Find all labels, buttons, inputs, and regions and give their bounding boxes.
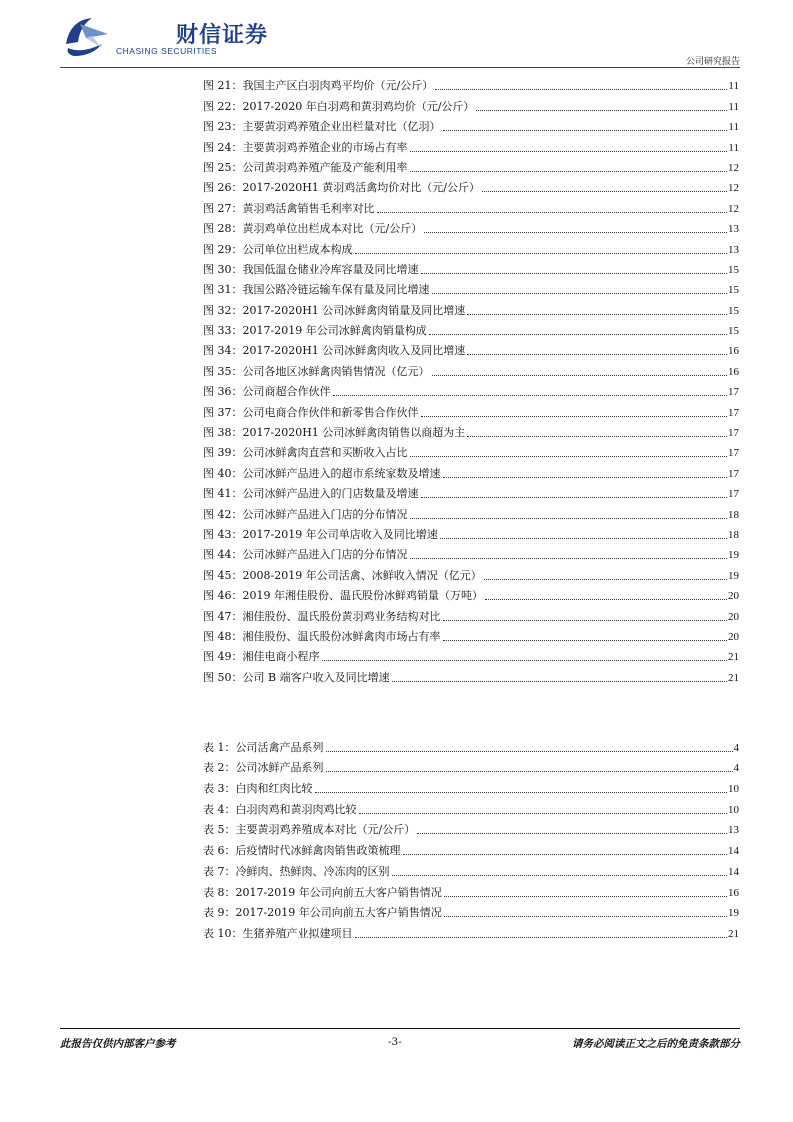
toc-entry-title: 冷鲜肉、热鲜肉、冷冻肉的区别 (235, 864, 390, 878)
toc-entry-label: 图 24： (203, 140, 243, 154)
figure-toc-entry[interactable] (203, 134, 739, 154)
toc-entry-label: 图 36： (203, 385, 243, 399)
toc-entry-page: 16 (728, 886, 739, 899)
figures-toc (203, 73, 739, 685)
figure-toc-entry[interactable] (203, 440, 739, 460)
toc-entry-title: 2017-2019 年公司向前五大客户销售情况 (235, 885, 442, 899)
toc-dot-leader (443, 640, 728, 641)
toc-entry-label: 表 3： (203, 782, 236, 796)
figure-toc-entry[interactable] (203, 460, 739, 480)
table-toc-entry[interactable] (203, 755, 739, 776)
toc-entry-title: 湘佳股份、温氏股份黄羽鸡业务结构对比 (242, 609, 441, 623)
toc-entry-label: 图 26： (203, 181, 243, 195)
toc-dot-leader (326, 771, 733, 772)
toc-entry-label: 图 47： (203, 609, 243, 623)
toc-dot-leader (467, 314, 727, 315)
toc-entry-label: 图 31： (203, 283, 243, 297)
figure-toc-entry[interactable] (203, 195, 739, 215)
toc-entry-title: 主要黄羽鸡养殖企业的市场占有率 (242, 140, 408, 154)
toc-dot-leader (410, 456, 728, 457)
toc-entry-label: 图 23： (203, 120, 243, 134)
toc-entry-title: 公司单位出栏成本构成 (242, 242, 353, 256)
toc-entry-label: 图 42： (203, 507, 243, 521)
figure-toc-entry[interactable] (203, 318, 739, 338)
toc-entry-title: 2017-2020H1 公司冰鲜禽肉销量及同比增速 (242, 303, 466, 317)
toc-dot-leader (482, 191, 727, 192)
toc-entry-title: 我国低温仓储业冷库容量及同比增速 (242, 262, 419, 276)
toc-entry-title: 白羽肉鸡和黄羽肉鸡比较 (235, 802, 357, 816)
toc-entry-title: 2017-2020H1 黄羽鸡活禽均价对比（元/公斤） (242, 181, 480, 195)
toc-entry-label: 图 48： (203, 629, 243, 643)
toc-entry-title: 公司冰鲜产品进入的门店数量及增速 (242, 487, 419, 501)
page-number: -3- (388, 1036, 402, 1048)
toc-entry-title: 2017-2019 年公司向前五大客户销售情况 (235, 906, 442, 920)
figure-toc-entry[interactable] (203, 257, 739, 277)
toc-dot-leader (355, 937, 728, 938)
toc-entry-page: 21 (728, 927, 739, 940)
figure-toc-entry[interactable] (203, 358, 739, 378)
toc-entry-page: 17 (728, 488, 739, 501)
figure-toc-entry[interactable] (203, 379, 739, 399)
toc-entry-title: 2017-2020H1 公司冰鲜禽肉销售以商超为主 (242, 426, 466, 440)
figure-toc-entry[interactable] (203, 624, 739, 644)
toc-entry-page: 17 (728, 447, 739, 460)
toc-entry-page: 11 (728, 141, 739, 154)
figure-toc-entry[interactable] (203, 420, 739, 440)
toc-entry-page: 21 (728, 671, 739, 684)
figure-toc-entry[interactable] (203, 644, 739, 664)
toc-dot-leader (443, 130, 728, 131)
figure-toc-entry[interactable] (203, 73, 739, 93)
toc-entry-page: 18 (728, 508, 739, 521)
toc-entry-title: 我国公路冷链运输车保有量及同比增速 (242, 283, 430, 297)
toc-dot-leader (326, 751, 733, 752)
figure-toc-entry[interactable] (203, 93, 739, 113)
toc-entry-page: 11 (728, 80, 739, 93)
table-toc-entry[interactable] (203, 817, 739, 838)
figure-toc-entry[interactable] (203, 583, 739, 603)
toc-entry-label: 表 9： (203, 906, 236, 920)
toc-entry-title: 公司冰鲜禽肉直营和买断收入占比 (242, 446, 408, 460)
toc-entry-label: 图 40： (203, 466, 243, 480)
toc-entry-page: 15 (728, 284, 739, 297)
toc-entry-page: 16 (728, 365, 739, 378)
toc-entry-label: 图 49： (203, 650, 243, 664)
toc-entry-title: 黄羽鸡活禽销售毛利率对比 (242, 201, 375, 215)
toc-entry-label: 图 45： (203, 568, 243, 582)
toc-dot-leader (424, 232, 727, 233)
toc-entry-label: 图 29： (203, 242, 243, 256)
toc-dot-leader (403, 854, 728, 855)
toc-entry-page: 15 (728, 325, 739, 338)
table-toc-entry[interactable] (203, 796, 739, 817)
toc-entry-title: 公司冰鲜产品进入的超市系统家数及增速 (242, 466, 441, 480)
toc-entry-page: 19 (728, 549, 739, 562)
toc-entry-page: 14 (728, 865, 739, 878)
toc-dot-leader (410, 518, 728, 519)
toc-entry-page: 4 (733, 741, 739, 754)
toc-entry-label: 图 33： (203, 324, 243, 338)
toc-entry-label: 图 27： (203, 201, 243, 215)
toc-dot-leader (432, 375, 728, 376)
toc-entry-label: 表 10： (203, 926, 243, 940)
toc-entry-title: 2017-2019 年公司冰鲜禽肉销量构成 (242, 324, 427, 338)
header-divider (60, 67, 740, 68)
toc-entry-title: 2017-2019 年公司单店收入及同比增速 (242, 527, 438, 541)
toc-entry-title: 主要黄羽鸡养殖成本对比（元/公斤） (235, 823, 416, 837)
toc-entry-label: 图 38： (203, 426, 243, 440)
toc-dot-leader (443, 477, 728, 478)
toc-entry-title: 公司电商合作伙伴和新零售合作伙伴 (242, 405, 419, 419)
table-toc-entry[interactable] (203, 734, 739, 755)
figure-toc-entry[interactable] (203, 664, 739, 684)
toc-entry-label: 图 28： (203, 222, 243, 236)
figure-toc-entry[interactable] (203, 501, 739, 521)
toc-entry-page: 12 (728, 182, 739, 195)
toc-dot-leader (443, 620, 728, 621)
figure-toc-entry[interactable] (203, 216, 739, 236)
figure-toc-entry[interactable] (203, 603, 739, 623)
toc-entry-title: 2019 年湘佳股份、温氏股份冰鲜鸡销量（万吨） (242, 589, 483, 603)
toc-entry-title: 白肉和红肉比较 (235, 782, 313, 796)
toc-entry-label: 图 32： (203, 303, 243, 317)
toc-entry-page: 10 (728, 783, 739, 796)
figure-toc-entry[interactable] (203, 175, 739, 195)
toc-dot-leader (392, 681, 727, 682)
table-toc-entry[interactable] (203, 879, 739, 900)
figure-toc-entry[interactable] (203, 562, 739, 582)
toc-entry-page: 20 (728, 630, 739, 643)
toc-entry-title: 公司冰鲜产品进入门店的分布情况 (242, 548, 408, 562)
toc-dot-leader (467, 436, 727, 437)
figure-toc-entry[interactable] (203, 114, 739, 134)
toc-dot-leader (410, 171, 728, 172)
toc-dot-leader (467, 354, 727, 355)
toc-entry-label: 图 44： (203, 548, 243, 562)
brand-name-en: CHASING SECURITIES (116, 46, 218, 56)
toc-entry-title: 黄羽鸡单位出栏成本对比（元/公斤） (242, 222, 423, 236)
toc-entry-page: 19 (728, 569, 739, 582)
toc-entry-label: 图 34： (203, 344, 243, 358)
toc-dot-leader (322, 660, 728, 661)
toc-dot-leader (355, 253, 728, 254)
page-header (60, 12, 740, 68)
toc-dot-leader (484, 579, 727, 580)
toc-entry-label: 表 7： (203, 864, 236, 878)
chasing-securities-logo-icon (62, 14, 112, 58)
toc-entry-page: 10 (728, 803, 739, 816)
toc-entry-label: 表 2： (203, 761, 236, 775)
toc-entry-title: 公司活禽产品系列 (235, 740, 324, 754)
toc-dot-leader (444, 896, 727, 897)
toc-dot-leader (315, 792, 728, 793)
toc-entry-label: 表 1： (203, 740, 236, 754)
toc-dot-leader (421, 273, 728, 274)
toc-entry-title: 2017-2020 年白羽鸡和黄羽鸡均价（元/公斤） (242, 99, 475, 113)
toc-entry-label: 表 5： (203, 823, 236, 837)
figure-toc-entry[interactable] (203, 297, 739, 317)
tables-toc (203, 734, 739, 941)
toc-entry-title: 湘佳股份、温氏股份冰鲜禽肉市场占有率 (242, 629, 441, 643)
toc-entry-page: 15 (728, 263, 739, 276)
toc-dot-leader (410, 558, 728, 559)
toc-entry-label: 图 25： (203, 160, 243, 174)
toc-dot-leader (392, 875, 728, 876)
toc-entry-label: 图 30： (203, 262, 243, 276)
toc-entry-label: 图 35： (203, 364, 243, 378)
figure-toc-entry[interactable] (203, 155, 739, 175)
toc-entry-title: 我国主产区白羽肉鸡平均价（元/公斤） (242, 79, 434, 93)
toc-entry-page: 14 (728, 845, 739, 858)
toc-dot-leader (410, 151, 728, 152)
toc-dot-leader (485, 599, 727, 600)
table-toc-entry[interactable] (203, 858, 739, 879)
toc-entry-label: 图 22： (203, 99, 243, 113)
toc-entry-label: 图 41： (203, 487, 243, 501)
figure-toc-entry[interactable] (203, 236, 739, 256)
table-toc-entry[interactable] (203, 837, 739, 858)
toc-entry-label: 表 8： (203, 885, 236, 899)
table-toc-entry[interactable] (203, 775, 739, 796)
toc-dot-leader (444, 916, 727, 917)
toc-entry-page: 17 (728, 427, 739, 440)
figure-toc-entry[interactable] (203, 542, 739, 562)
toc-entry-title: 主要黄羽鸡养殖企业出栏量对比（亿羽） (242, 120, 441, 134)
toc-entry-label: 图 50： (203, 670, 243, 684)
toc-entry-page: 21 (728, 651, 739, 664)
toc-entry-page: 13 (728, 243, 739, 256)
figure-toc-entry[interactable] (203, 481, 739, 501)
toc-entry-title: 生猪养殖产业拟建项目 (242, 926, 353, 940)
toc-entry-page: 20 (728, 610, 739, 623)
toc-entry-page: 12 (728, 202, 739, 215)
toc-dot-leader (435, 89, 727, 90)
toc-dot-leader (377, 212, 728, 213)
toc-entry-page: 13 (728, 824, 739, 837)
toc-entry-page: 19 (728, 907, 739, 920)
toc-entry-page: 15 (728, 304, 739, 317)
toc-entry-page: 11 (728, 121, 739, 134)
toc-dot-leader (432, 293, 728, 294)
toc-entry-page: 12 (728, 161, 739, 174)
toc-entry-page: 17 (728, 386, 739, 399)
toc-entry-label: 图 39： (203, 446, 243, 460)
toc-entry-title: 后疫情时代冰鲜禽肉销售政策梳理 (235, 844, 401, 858)
toc-entry-label: 表 4： (203, 802, 236, 816)
toc-dot-leader (429, 334, 727, 335)
toc-entry-page: 17 (728, 406, 739, 419)
toc-entry-label: 图 37： (203, 405, 243, 419)
table-toc-entry[interactable] (203, 900, 739, 921)
toc-entry-page: 18 (728, 528, 739, 541)
toc-dot-leader (359, 813, 728, 814)
toc-entry-title: 2017-2020H1 公司冰鲜禽肉收入及同比增速 (242, 344, 466, 358)
figure-toc-entry[interactable] (203, 277, 739, 297)
toc-dot-leader (440, 538, 727, 539)
toc-entry-title: 公司 B 端客户收入及同比增速 (242, 670, 390, 684)
toc-entry-title: 湘佳电商小程序 (242, 650, 320, 664)
figure-toc-entry[interactable] (203, 399, 739, 419)
toc-entry-page: 17 (728, 467, 739, 480)
toc-entry-label: 表 6： (203, 844, 236, 858)
toc-entry-title: 公司黄羽鸡养殖产能及产能利用率 (242, 160, 408, 174)
toc-entry-page: 13 (728, 223, 739, 236)
figure-toc-entry[interactable] (203, 522, 739, 542)
toc-entry-page: 4 (733, 762, 739, 775)
brand-name-cn: 财信证券 (176, 23, 269, 48)
toc-dot-leader (421, 497, 728, 498)
toc-entry-title: 公司各地区冰鲜禽肉销售情况（亿元） (242, 364, 430, 378)
figure-toc-entry[interactable] (203, 338, 739, 358)
toc-entry-label: 图 43： (203, 527, 243, 541)
toc-entry-page: 16 (728, 345, 739, 358)
toc-entry-label: 图 21： (203, 79, 243, 93)
toc-entry-title: 公司冰鲜产品进入门店的分布情况 (242, 507, 408, 521)
report-type: 公司研究报告 (685, 57, 740, 67)
footer-notice: 请务必阅读正文之后的免责条款部分 (572, 1038, 740, 1050)
toc-entry-title: 公司冰鲜产品系列 (235, 761, 324, 775)
footer-divider (60, 1028, 740, 1029)
toc-dot-leader (333, 395, 728, 396)
toc-entry-title: 公司商超合作伙伴 (242, 385, 331, 399)
toc-entry-title: 2008-2019 年公司活禽、冰鲜收入情况（亿元） (242, 568, 482, 582)
footer-disclaimer: 此报告仅供内部客户参考 (60, 1038, 176, 1050)
toc-dot-leader (417, 833, 727, 834)
toc-entry-label: 图 46： (203, 589, 243, 603)
table-toc-entry[interactable] (203, 920, 739, 941)
toc-dot-leader (476, 110, 727, 111)
toc-entry-page: 20 (728, 590, 739, 603)
toc-dot-leader (421, 416, 728, 417)
toc-entry-page: 11 (728, 100, 739, 113)
